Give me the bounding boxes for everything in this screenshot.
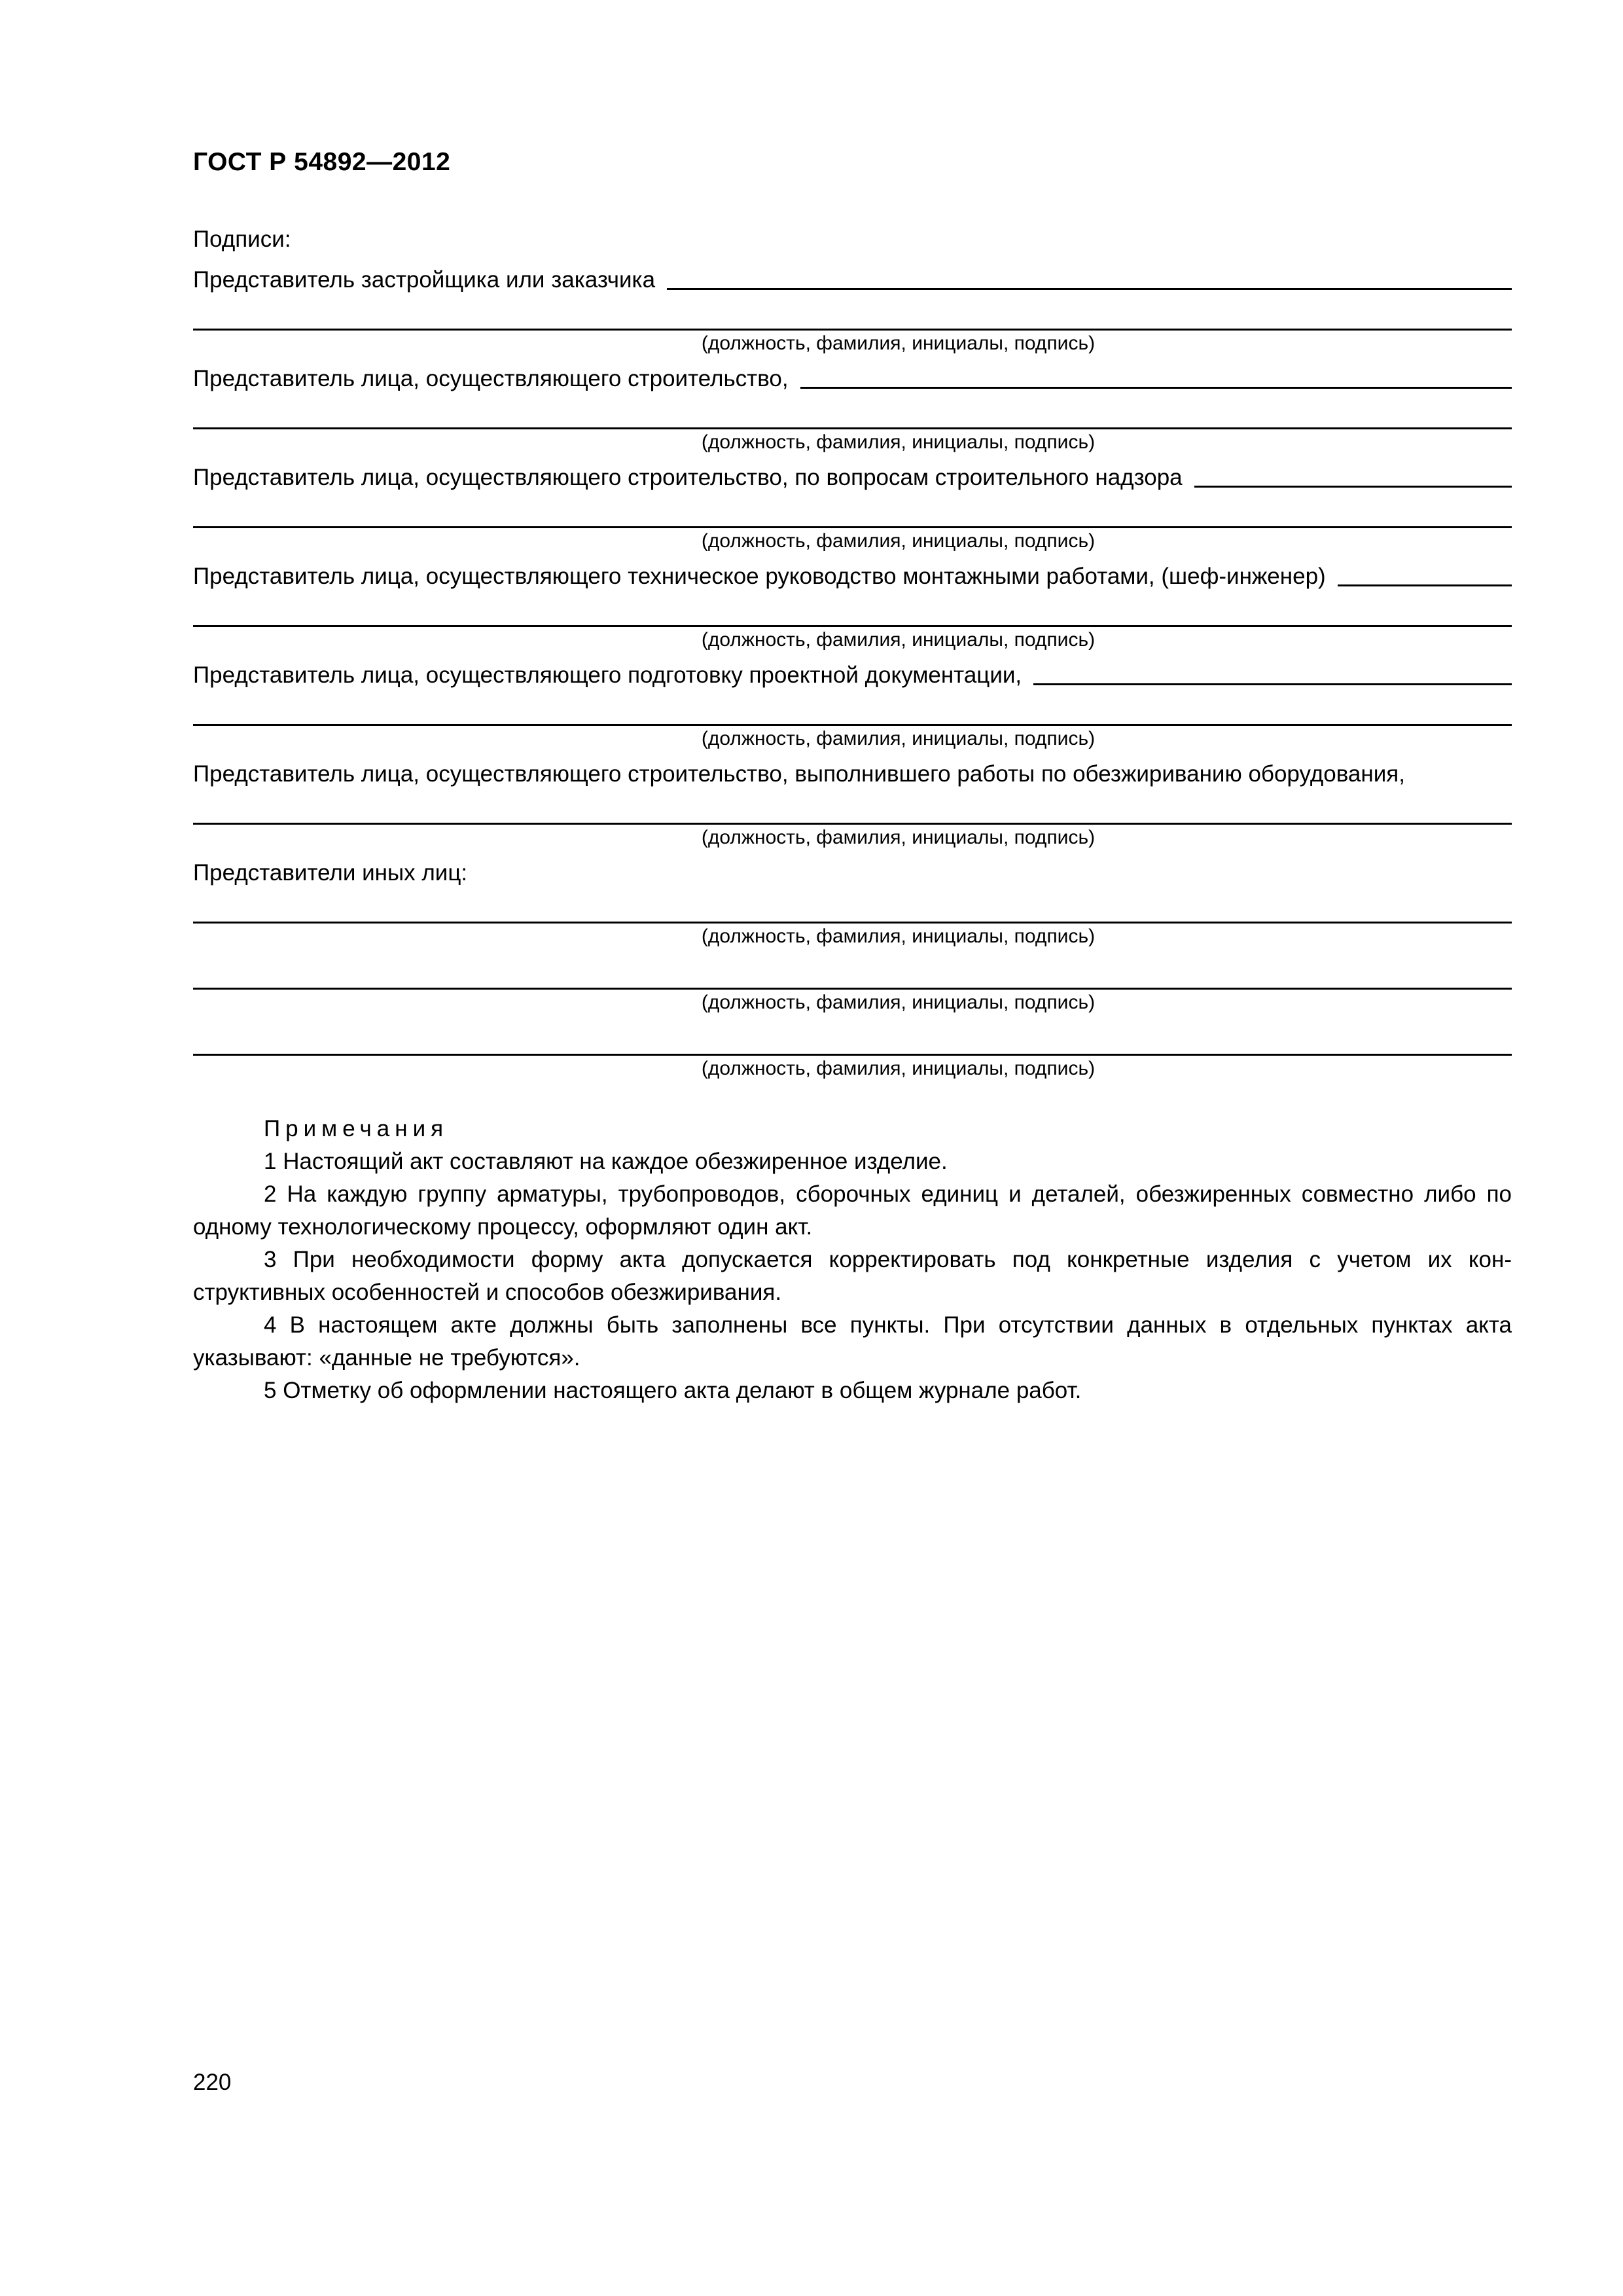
note-item: 1 Настоящий акт составляют на каждое обезжиренное изделие. [264,1149,948,1174]
signatures-title: Подписи: [193,226,291,252]
signature-caption: (должность, фамилия, инициалы, подпись) [701,827,1096,848]
signature-label: Представитель лица, осуществляющего строительство, выполнившего работы по обезжириванию оборудования, [193,761,1405,787]
signature-label: Представитель лица, осуществляющего строительство, [193,366,789,391]
signature-row-developer [193,262,1512,295]
signature-full-line[interactable] [193,591,1512,627]
note-item: 5 Отметку об оформлении настоящего акта делают в общем журнале работ. [264,1378,1082,1403]
signature-caption: (должность, фамилия, инициалы, подпись) [701,332,1096,354]
signature-row-design-documentation [193,657,1512,690]
signature-fill-line[interactable] [1194,462,1512,488]
signature-label: Представитель лица, осуществляющего техническое руководство монтажными работами, (шеф-инженер) [193,564,1326,589]
signature-full-line[interactable] [193,690,1512,726]
note-item: 4 В настоящем акте должны быть заполнены все пункты. При отсутствии данных в отдельных пунктах акта указывают: «данные не требуются». [193,1312,1512,1371]
signature-label: Представитель застройщика или заказчика [193,267,656,293]
note-item: 2 На каждую группу арматуры, трубопроводов, сборочных единиц и деталей, обезжиренных совместно либо по одному технологическому процессу, оформляют один акт. [193,1181,1512,1240]
notes-block [193,1113,1512,1407]
note-item: 3 При необходимости форму акта допускается корректировать под конкретные изделия с учетом их кон-структивных особенностей и способов обезжиривания. [193,1247,1512,1305]
document-code-header: ГОСТ Р 54892—2012 [193,148,451,176]
page-number: 220 [193,2070,232,2095]
notes-title: Примечания [264,1116,449,1141]
signature-full-line[interactable] [193,1020,1512,1056]
signature-fill-line[interactable] [1338,561,1512,586]
signature-row-other-persons [193,855,1512,888]
signature-full-line[interactable] [193,295,1512,331]
signature-row-degreasing-works [193,756,1512,789]
signature-caption: (должность, фамилия, инициалы, подпись) [701,530,1096,552]
signature-full-line[interactable] [193,888,1512,924]
signature-fill-line[interactable] [800,363,1512,389]
signature-full-line[interactable] [193,789,1512,825]
signature-caption: (должность, фамилия, инициалы, подпись) [701,992,1096,1013]
signature-label: Представитель лица, осуществляющего строительство, по вопросам строительного надзора [193,465,1183,490]
signature-full-line[interactable] [193,393,1512,429]
signature-full-line[interactable] [193,954,1512,990]
signature-row-builder [193,361,1512,393]
signature-fill-line[interactable] [667,264,1512,290]
signature-caption: (должность, фамилия, инициалы, подпись) [701,431,1096,453]
signature-caption: (должность, фамилия, инициалы, подпись) [701,629,1096,651]
signature-label: Представитель лица, осуществляющего подготовку проектной документации, [193,662,1022,688]
signature-caption: (должность, фамилия, инициалы, подпись) [701,728,1096,749]
signature-caption: (должность, фамилия, инициалы, подпись) [701,925,1096,947]
signature-label: Представители иных лиц: [193,860,468,886]
signatures-block [193,262,1512,1086]
signature-row-construction-supervision [193,459,1512,492]
signature-full-line[interactable] [193,492,1512,528]
signature-caption: (должность, фамилия, инициалы, подпись) [701,1058,1096,1079]
signature-row-chief-engineer [193,558,1512,591]
signature-fill-line[interactable] [1033,660,1512,685]
